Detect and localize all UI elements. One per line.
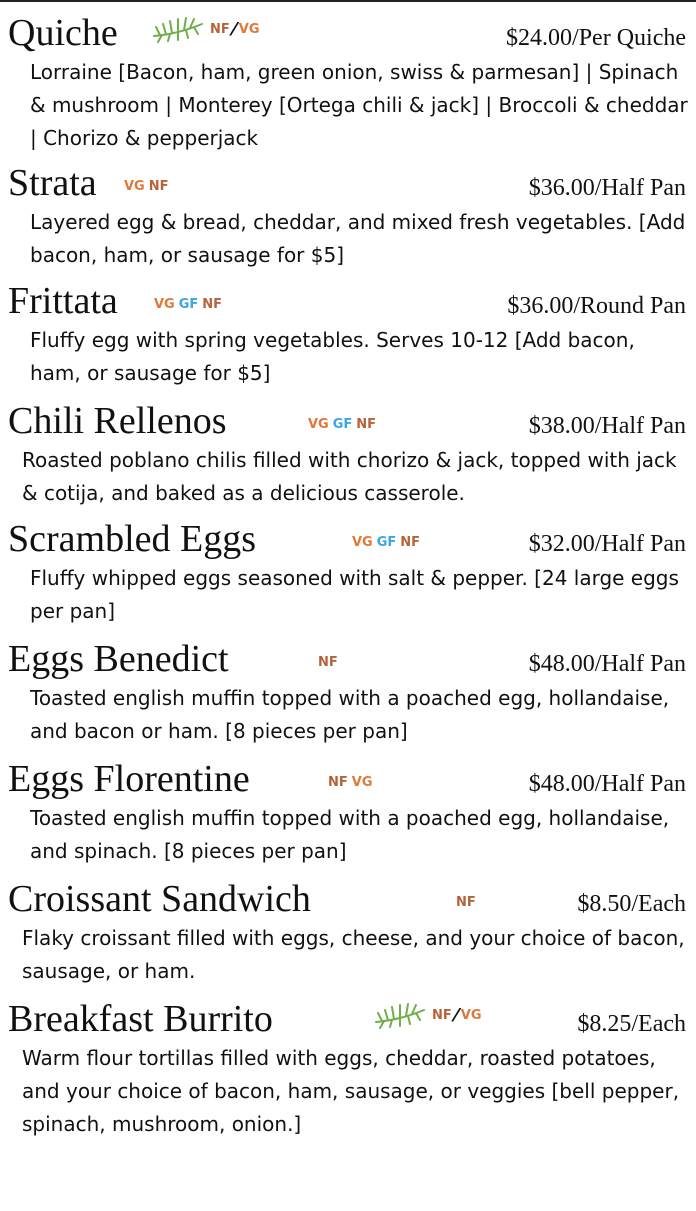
item-description: Roasted poblano chilis filled with chorizo & jack, topped with jack & cotija, and baked as a delicious casserole.	[22, 448, 677, 505]
item-name: Eggs Florentine	[8, 758, 250, 800]
item-name: Frittata	[8, 280, 118, 322]
menu-item-scrambled-eggs	[0, 516, 696, 628]
tag-gf: GF	[376, 535, 397, 550]
menu-item-eggs-florentine	[0, 756, 696, 868]
item-price: $48.00/Half Pan	[528, 771, 686, 797]
diet-tags	[328, 775, 373, 790]
tag-vg: VG	[308, 417, 329, 432]
tag-vg: VG	[238, 21, 260, 37]
item-name: Strata	[8, 162, 97, 204]
tag-nf: NF	[202, 297, 223, 312]
diet-tags	[372, 1000, 482, 1030]
diet-tags	[318, 655, 338, 670]
item-price: $36.00/Round Pan	[507, 293, 686, 319]
tag-nf: NF	[328, 775, 348, 790]
item-name: Scrambled Eggs	[8, 518, 257, 560]
diet-tags	[150, 14, 260, 44]
herb-sprig-icon	[150, 14, 206, 44]
item-description: Fluffy whipped eggs seasoned with salt & pepper. [24 large eggs per pan]	[30, 566, 679, 623]
item-price: $8.50/Each	[577, 891, 686, 917]
item-description: Layered egg & bread, cheddar, and mixed fresh vegetables. [Add bacon, ham, or sausage for $5]	[30, 210, 686, 267]
slash-divider: ⁄	[232, 18, 236, 40]
tag-nf: NF	[456, 895, 476, 910]
item-price: $36.00/Half Pan	[528, 175, 686, 201]
tag-vg: VG	[124, 179, 145, 194]
tag-nf: NF	[318, 655, 338, 670]
item-description: Flaky croissant filled with eggs, cheese, and your choice of bacon, sausage, or ham.	[22, 926, 685, 983]
tag-nf: NF	[210, 21, 230, 37]
slash-divider: ⁄	[454, 1004, 458, 1026]
item-name: Eggs Benedict	[8, 638, 229, 680]
tag-vg: VG	[352, 535, 373, 550]
item-price: $32.00/Half Pan	[528, 531, 686, 557]
tag-nf: NF	[432, 1007, 452, 1023]
item-description: Toasted english muffin topped with a poached egg, hollandaise, and bacon or ham. [8 pieces per pan]	[30, 686, 670, 743]
menu-item-croissant-sandwich	[0, 876, 696, 988]
item-name: Breakfast Burrito	[8, 998, 273, 1040]
tag-vg: VG	[351, 775, 373, 790]
tag-nf: NF	[400, 535, 421, 550]
item-description: Warm flour tortillas filled with eggs, cheddar, roasted potatoes, and your choice of bacon, ham, sausage, or veggies [bell pepper, spinach, mushroom, onion.]	[22, 1046, 680, 1136]
herb-sprig-icon	[372, 1000, 428, 1030]
tag-vg: VG	[460, 1007, 482, 1023]
diet-tags	[154, 297, 222, 312]
menu-item-strata	[0, 160, 696, 272]
item-price: $38.00/Half Pan	[528, 413, 686, 439]
menu-item-breakfast-burrito	[0, 996, 696, 1141]
item-description: Toasted english muffin topped with a poached egg, hollandaise, and spinach. [8 pieces per pan]	[30, 806, 670, 863]
menu-item-frittata	[0, 278, 696, 390]
tag-nf: NF	[356, 417, 377, 432]
tag-nf: NF	[148, 179, 169, 194]
menu-item-eggs-benedict	[0, 636, 696, 748]
menu-item-quiche	[0, 10, 696, 155]
item-name: Chili Rellenos	[8, 400, 227, 442]
item-name: Croissant Sandwich	[8, 878, 311, 920]
item-description: Lorraine [Bacon, ham, green onion, swiss & parmesan] | Spinach & mushroom | Monterey [Ortega chili & jack] | Broccoli & cheddar | Chorizo & pepperjack	[30, 60, 688, 150]
item-name: Quiche	[8, 12, 118, 54]
diet-tags	[456, 895, 476, 910]
tag-vg: VG	[154, 297, 175, 312]
diet-tags	[124, 179, 169, 194]
tag-gf: GF	[332, 417, 353, 432]
tag-gf: GF	[178, 297, 199, 312]
item-price: $48.00/Half Pan	[528, 651, 686, 677]
item-price: $24.00/Per Quiche	[506, 25, 686, 51]
item-description: Fluffy egg with spring vegetables. Serves 10-12 [Add bacon, ham, or sausage for $5]	[30, 328, 635, 385]
menu-item-chili-rellenos	[0, 398, 696, 510]
diet-tags	[308, 417, 376, 432]
diet-tags	[352, 535, 420, 550]
item-price: $8.25/Each	[577, 1011, 686, 1037]
